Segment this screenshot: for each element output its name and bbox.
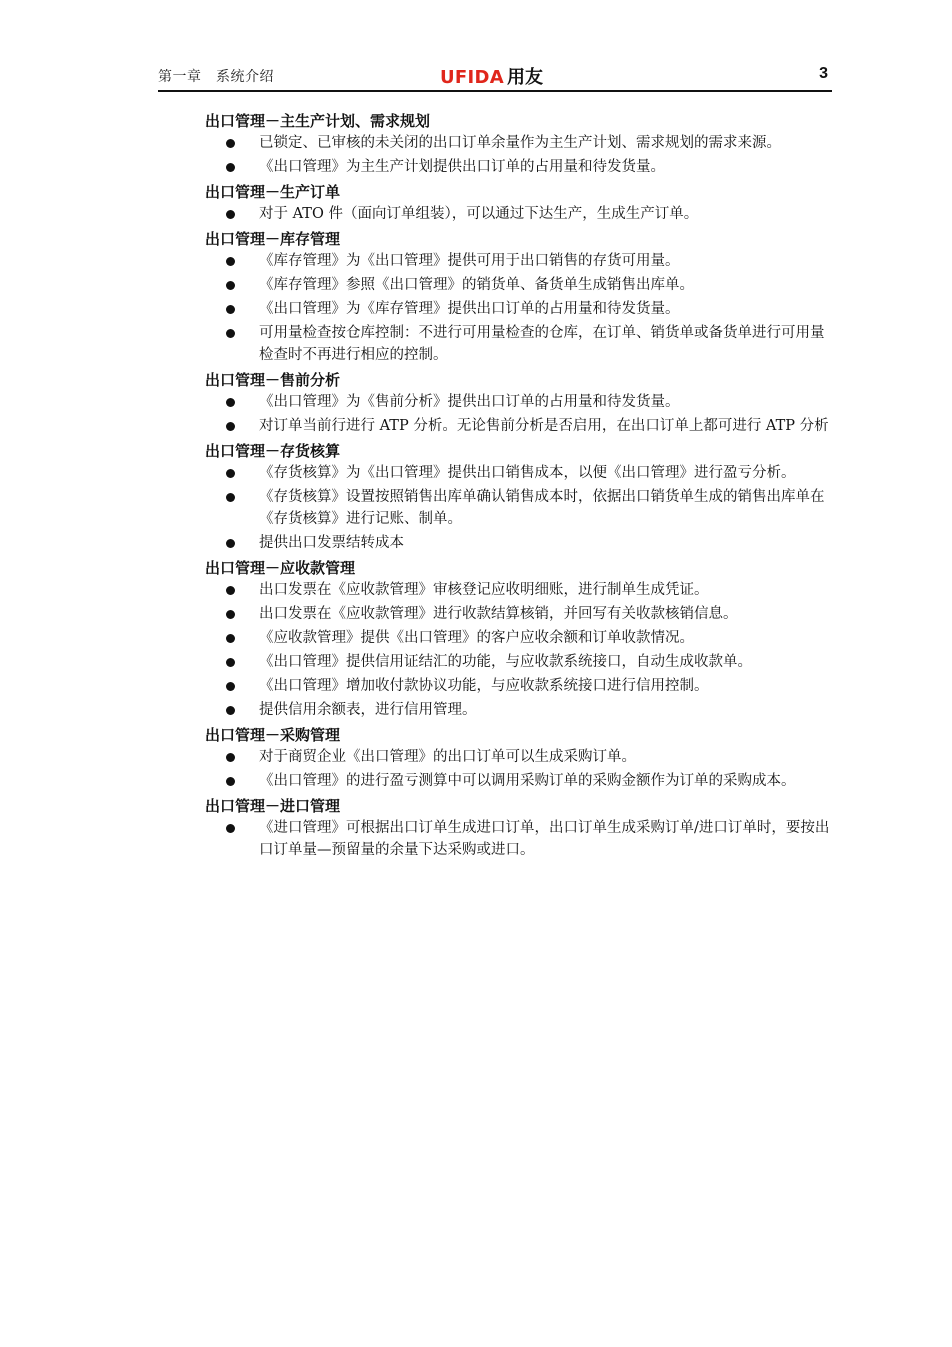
list-item	[205, 486, 835, 530]
logo-text-en: UFIDA	[440, 67, 504, 88]
list-item	[205, 603, 835, 625]
section	[205, 795, 835, 861]
bullet-list	[205, 462, 835, 554]
list-item-text: 《出口管理》为《库存管理》提供出口订单的占用量和待发货量。	[259, 301, 680, 317]
bullet-icon	[226, 398, 235, 407]
bullet-list	[205, 817, 835, 861]
list-item-text: 《出口管理》增加收付款协议功能，与应收款系统接口进行信用控制。	[259, 678, 709, 694]
bullet-icon	[226, 305, 235, 314]
section-title: 出口管理－采购管理	[205, 726, 341, 744]
bullet-icon	[226, 210, 235, 219]
section	[205, 369, 835, 437]
list-item-text: 对于 ATO 件（面向订单组装），可以通过下达生产，生成生产订单。	[259, 206, 699, 222]
list-item-text: 出口发票在《应收款管理》审核登记应收明细账，进行制单生成凭证。	[259, 582, 709, 598]
list-item	[205, 274, 835, 296]
bullet-list	[205, 132, 835, 178]
section	[205, 228, 835, 366]
list-item-text: 对订单当前行进行 ATP 分析。无论售前分析是否启用，在出口订单上都可进行 ATP 分析	[259, 418, 829, 434]
bullet-icon	[226, 658, 235, 667]
list-item-text: 《库存管理》参照《出口管理》的销货单、备货单生成销售出库单。	[259, 277, 694, 293]
list-item-text: 《存货核算》设置按照销售出库单确认销售成本时，依据出口销货单生成的销售出库单在《存货核算》进行记账、制单。	[259, 489, 825, 527]
list-item-text: 《进口管理》可根据出口订单生成进口订单，出口订单生成采购订单/进口订单时，要按出口订单量—预留量的余量下达采购或进口。	[259, 820, 830, 858]
list-item	[205, 746, 835, 768]
bullet-icon	[226, 539, 235, 548]
bullet-icon	[226, 777, 235, 786]
list-item	[205, 699, 835, 721]
list-item-text: 《应收款管理》提供《出口管理》的客户应收余额和订单收款情况。	[259, 630, 694, 646]
list-item-text: 已锁定、已审核的未关闭的出口订单余量作为主生产计划、需求规划的需求来源。	[259, 135, 781, 151]
list-item	[205, 156, 835, 178]
list-item	[205, 298, 835, 320]
page-number: 3	[819, 65, 828, 82]
list-item	[205, 203, 835, 225]
list-item-text: 《库存管理》为《出口管理》提供可用于出口销售的存货可用量。	[259, 253, 680, 269]
list-item	[205, 391, 835, 413]
section-title: 出口管理－库存管理	[205, 230, 341, 248]
section-title: 出口管理－生产订单	[205, 183, 341, 201]
list-item-text: 《出口管理》为主生产计划提供出口订单的占用量和待发货量。	[259, 159, 665, 175]
bullet-list	[205, 391, 835, 437]
list-item	[205, 817, 835, 861]
bullet-icon	[226, 586, 235, 595]
list-item	[205, 675, 835, 697]
list-item	[205, 462, 835, 484]
bullet-icon	[226, 610, 235, 619]
section	[205, 181, 835, 225]
list-item-text: 出口发票在《应收款管理》进行收款结算核销，并回写有关收款核销信息。	[259, 606, 738, 622]
bullet-icon	[226, 257, 235, 266]
list-item-text: 《出口管理》为《售前分析》提供出口订单的占用量和待发货量。	[259, 394, 680, 410]
bullet-icon	[226, 706, 235, 715]
bullet-icon	[226, 682, 235, 691]
list-item	[205, 532, 835, 554]
section-title: 出口管理－应收款管理	[205, 559, 356, 577]
section	[205, 557, 835, 721]
list-item-text: 《存货核算》为《出口管理》提供出口销售成本，以便《出口管理》进行盈亏分析。	[259, 465, 796, 481]
list-item-text: 可用量检查按仓库控制：不进行可用量检查的仓库，在订单、销货单或备货单进行可用量检查时不再进行相应的控制。	[259, 325, 825, 363]
bullet-icon	[226, 493, 235, 502]
list-item	[205, 651, 835, 673]
list-item	[205, 579, 835, 601]
bullet-icon	[226, 139, 235, 148]
page-header	[158, 60, 832, 92]
logo-text-cn: 用友	[506, 67, 543, 88]
bullet-list	[205, 579, 835, 721]
bullet-icon	[226, 281, 235, 290]
bullet-icon	[226, 469, 235, 478]
bullet-list	[205, 203, 835, 225]
bullet-list	[205, 746, 835, 792]
bullet-icon	[226, 634, 235, 643]
section-title: 出口管理－存货核算	[205, 442, 341, 460]
list-item-text: 对于商贸企业《出口管理》的出口订单可以生成采购订单。	[259, 749, 636, 765]
section	[205, 110, 835, 178]
section	[205, 724, 835, 792]
list-item	[205, 627, 835, 649]
list-item	[205, 132, 835, 154]
bullet-list	[205, 250, 835, 366]
list-item	[205, 770, 835, 792]
section	[205, 440, 835, 554]
document-body	[205, 110, 835, 864]
list-item-text: 《出口管理》的进行盈亏测算中可以调用采购订单的采购金额作为订单的采购成本。	[259, 773, 796, 789]
section-title: 出口管理－进口管理	[205, 797, 341, 815]
section-title: 出口管理－主生产计划、需求规划	[205, 112, 431, 130]
bullet-icon	[226, 422, 235, 431]
bullet-icon	[226, 824, 235, 833]
bullet-icon	[226, 753, 235, 762]
list-item	[205, 250, 835, 272]
list-item	[205, 415, 835, 437]
section-title: 出口管理－售前分析	[205, 371, 341, 389]
list-item-text: 《出口管理》提供信用证结汇的功能，与应收款系统接口，自动生成收款单。	[259, 654, 752, 670]
bullet-icon	[226, 163, 235, 172]
list-item-text: 提供信用余额表，进行信用管理。	[259, 702, 477, 718]
bullet-icon	[226, 329, 235, 338]
chapter-title: 第一章 系统介绍	[158, 69, 274, 85]
list-item	[205, 322, 835, 366]
list-item-text: 提供出口发票结转成本	[259, 535, 404, 551]
ufida-logo	[440, 63, 543, 89]
